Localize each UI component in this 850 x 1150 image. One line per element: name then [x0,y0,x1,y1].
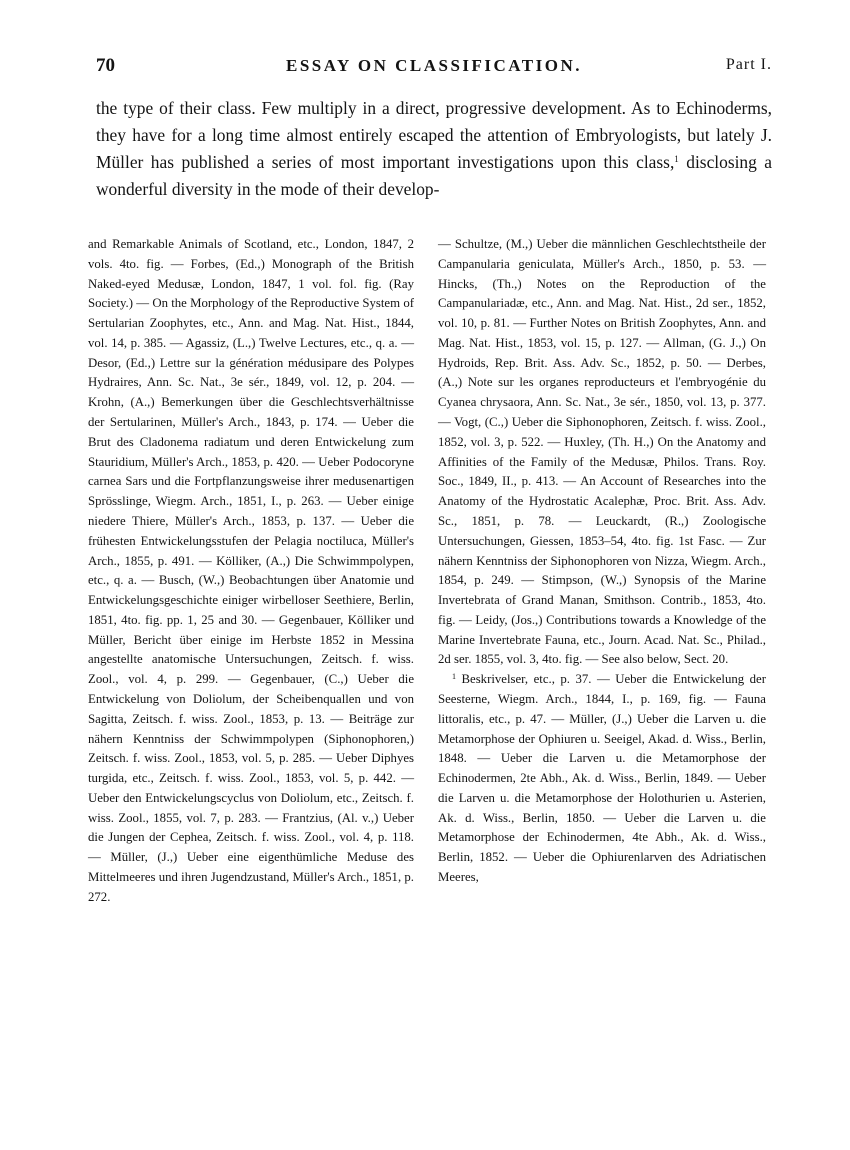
footnote-continuation: and Remarkable Animals of Scotland, etc., London, 1847, 2 vols. 4to. fig. — Forbes, (Ed.,) Monograph of the British Naked-eyed Medusæ, London, 1847, 1 vol. fol. fig. (Ray Society.) — On the Morphology of the Reproductive System of Sertularian Zoophytes, etc., Ann. and Mag. Nat. Hist., 1844, vol. 14, p. 385. — Agassiz, (L.,) Twelve Lectures, etc., q. a. — Desor, (Ed.,) Lettre sur la génération médusipare des Polypes Hydraires, Ann. Sc. Nat., 3e sér., 1849, vol. 12, p. 204. — Krohn, (A.,) Bemerkungen über die Geschlechtsverhältnisse der Sertularinen, Müller's Arch., 1843, p. 174. — Ueber die Brut des Cladonema radiatum und deren Entwickelung zum Stauridium, Müller's Arch., 1853, p. 420. — Ueber Podocoryne carnea Sars und die Fortpflanzungsweise ihrer medusenartigen Sprösslinge, Wiegm. Arch., 1851, I., p. 263. — Ueber einige niedere Thiere, Müller's Arch., 1853, p. 137. — Ueber die frühesten Entwickelungsstufen der Pelagia noctiluca, Müller's Arch., 1855, p. 491. — Kölliker, (A.,) Die Schwimmpolypen, etc., q. a. — Busch, (W.,) Beobachtungen über Anatomie und Entwickelungsgeschichte einiger wirbelloser Seethiere, Berlin, 1851, 4to. fig. pp. 1, 25 and 30. — Gegenbauer, Kölliker und Müller, Bericht über einige im Herbste 1852 in Messina angestellte anatomische Untersuchungen, Zeitsch. f. wiss. Zool., vol. 4, p. 299. — Gegenbauer, (C.,) Ueber die Entwickelung von Doliolum, der Scheibenquallen und von Sagitta, Zeitsch. f. wiss. Zool., 1853, p. 13. — Beiträge zur nähern Kenntniss der Schwimmpolypen (Siphonophoren,) Zeitsch. f. wiss. Zool., 1853, vol. 5, p. 285. — Ueber Diphyes turgida, etc., Zeitsch. f. wiss. Zool., 1853, vol. 5, p. 442. — Ueber den Entwickelungscyclus von Doliolum, etc., Zeitsch. f. wiss. Zool., 1855, vol. 7, p. 283. — Frantzius, (Al. v.,) Ueber die Jungen der Cephea, Zeitsch. f. wiss. Zool., vol. 4, p. 118. — Müller, (J.,) Ueber eine eigenthümliche Meduse des Mittelmeeres und ihren Jugendzustand, Müller's Arch., 1851, p. 272. [88,237,414,904]
footnote-1 [438,670,766,888]
footnote-1-marker: 1 [452,672,456,682]
running-title: ESSAY ON CLASSIFICATION. [285,56,583,75]
footnotes-left-column [88,235,414,908]
page-header [96,55,772,79]
footnote-continuation-right: — Schultze, (M.,) Ueber die männlichen Geschlechtstheile der Campanularia geniculata, Müller's Arch., 1850, p. 53. — Hincks, (Th.,) Notes on the Reproduction of the Campanulariadæ, etc., Ann. and Mag. Nat. Hist., 2d ser., 1852, vol. 10, p. 81. — Further Notes on British Zoophytes, Ann. and Mag. Nat. Hist., 1853, vol. 15, p. 127. — Allman, (G. J.,) On Hydroids, Rep. Brit. Ass. Adv. Sc., 1852, p. 50. — Derbes, (A.,) Note sur les organes reproducteurs et l'embryogénie du Cyanea chrysaora, Ann. Sc. Nat., 3e sér., 1850, vol. 13, p. 377. — Vogt, (C.,) Ueber die Siphonophoren, Zeitsch. f. wiss. Zool., 1852, vol. 3, p. 522. — Huxley, (Th. H.,) On the Anatomy and Affinities of the Family of the Medusæ, Philos. Trans. Roy. Soc., 1849, II., p. 413. — An Account of Researches into the Anatomy of the Hydrostatic Acalephæ, Proc. Brit. Ass. Adv. Sc., 1851, p. 78. — Leuckardt, (R.,) Zoologische Untersuchungen, Giessen, 1853–54, 4to. fig. 1st Fasc. — Zur nähern Kenntniss der Siphonophoren von Nizza, Wiegm. Arch., 1854, p. 249. — Stimpson, (W.,) Synopsis of the Marine Invertebrata of Grand Manan, Smithson. Contrib., 1853, 4to. fig. — Leidy, (Jos.,) Contributions towards a Knowledge of the Marine Invertebrate Fauna, etc., Journ. Acad. Nat. Sc., Philad., 2d ser. 1855, vol. 3, 4to. fig. — See also below, Sect. 20. [438,237,766,667]
footnotes-right-column [438,235,766,888]
footnote-ref: 1 [674,154,679,164]
page-number: 70 [96,55,115,76]
paragraph-text: the type of their class. Few multiply in a direct, progressive development. As to Echinoderms, they have for a long time almost entirely escaped the attention of Embryologists, but lately J. Müller has published a series of most important investigations upon this class, [96,98,772,172]
paragraph-text-end: disclosing a wonderful diversity in the mode of their develop- [96,152,772,199]
footnote-1-text: Beskrivelser, etc., p. 37. — Ueber die Entwickelung der Seesterne, Wiegm. Arch., 1844, I., p. 169, fig. — Fauna littoralis, etc., p. 47. — Müller, (J.,) Ueber die Larven u. die Metamorphose der Ophiuren u. Seeigel, Akad. d. Wiss., Berlin, 1848. — Ueber die Larven u. die Metamorphose der Echinodermen, 2te Abh., Ak. d. Wiss., Berlin, 1849. — Ueber die Larven u. die Metamorphose der Holothurien u. Asterien, Ak. d. Wiss., Berlin, 1850. — Ueber die Larven u. die Metamorphose der Echinodermen, 4te Abh., Ak. d. Wiss., Berlin, 1852. — Ueber die Ophiurenlarven des Adriatischen Meeres, [438,672,766,884]
main-paragraph [96,95,772,203]
part-label: Part I. [725,56,772,73]
